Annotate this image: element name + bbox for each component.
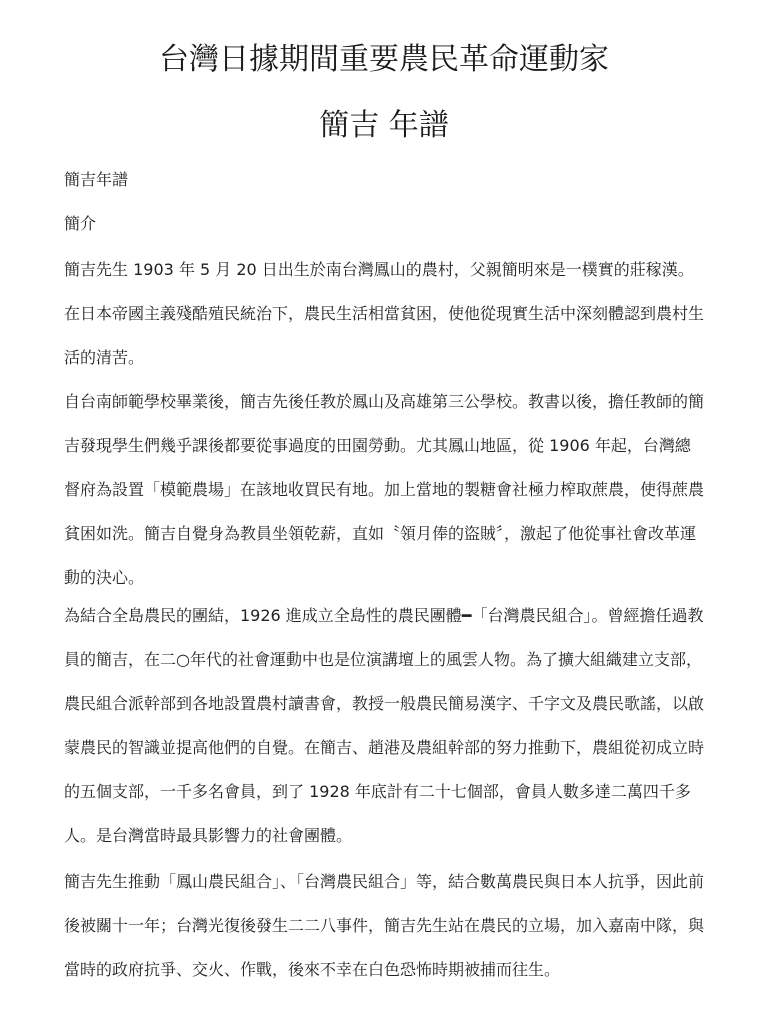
paragraph: 為結合全島農民的團結，1926 進成立全島性的農民團體━「台灣農民組合」。曾經擔任過教員的簡吉，在二○年代的社會運動中也是位演講壇上的風雲人物。為了擴大組織建立支部，農民組合派幹部到各地設置農村讀書會，教授一般農民簡易漢字、千字文及農民歌謠，以啟蒙農民的智識並提高他們的自覺。在簡吉、趙港及農組幹部的努力推動下，農組從初成立時的五個支部，一千多名會員，到了 1928 年底計有二十七個部，會員人數多達二萬四千多人。是台灣當時最具影響力的社會團體。 [64,606,705,845]
section-label: 簡介 [64,214,97,233]
paragraph: 簡吉先生 1903 年 5 月 20 日出生於南台灣鳳山的農村，父親簡明來是一樸實的莊稼漢。在日本帝國主義殘酷殖民統治下，農民生活相當貧困，使他從現實生活中深刻體認到農村生活的清苦。 [64,260,705,367]
section-heading: 簡吉年譜 [64,170,129,189]
paragraph: 簡吉先生推動「鳳山農民組合」、「台灣農民組合」等，結合數萬農民與日本人抗爭，因此前後被關十一年；台灣光復後發生二二八事件，簡吉先生站在農民的立場，加入嘉南中隊，與當時的政府抗爭、交火、作戰，後來不幸在白色恐怖時期被捕而往生。 [64,872,705,979]
document-subtitle: 簡吉 年譜 [319,108,449,143]
document-title: 台灣日據期間重要農民革命運動家 [159,42,609,77]
paragraph: 自台南師範學校畢業後，簡吉先後任教於鳳山及高雄第三公學校。教書以後，擔任教師的簡吉發現學生們幾乎課後都要從事過度的田園勞動。尤其鳳山地區，從 1906 年起，台灣總督府為設置「模範農場」在該地收買民有地。加上當地的製糖會社極力榨取蔗農，使得蔗農貧困如洗。簡吉自覺身為教員坐領乾薪，直如〝領月俸的盜賊〞，激起了他從事社會改革運動的決心。 [64,392,705,587]
